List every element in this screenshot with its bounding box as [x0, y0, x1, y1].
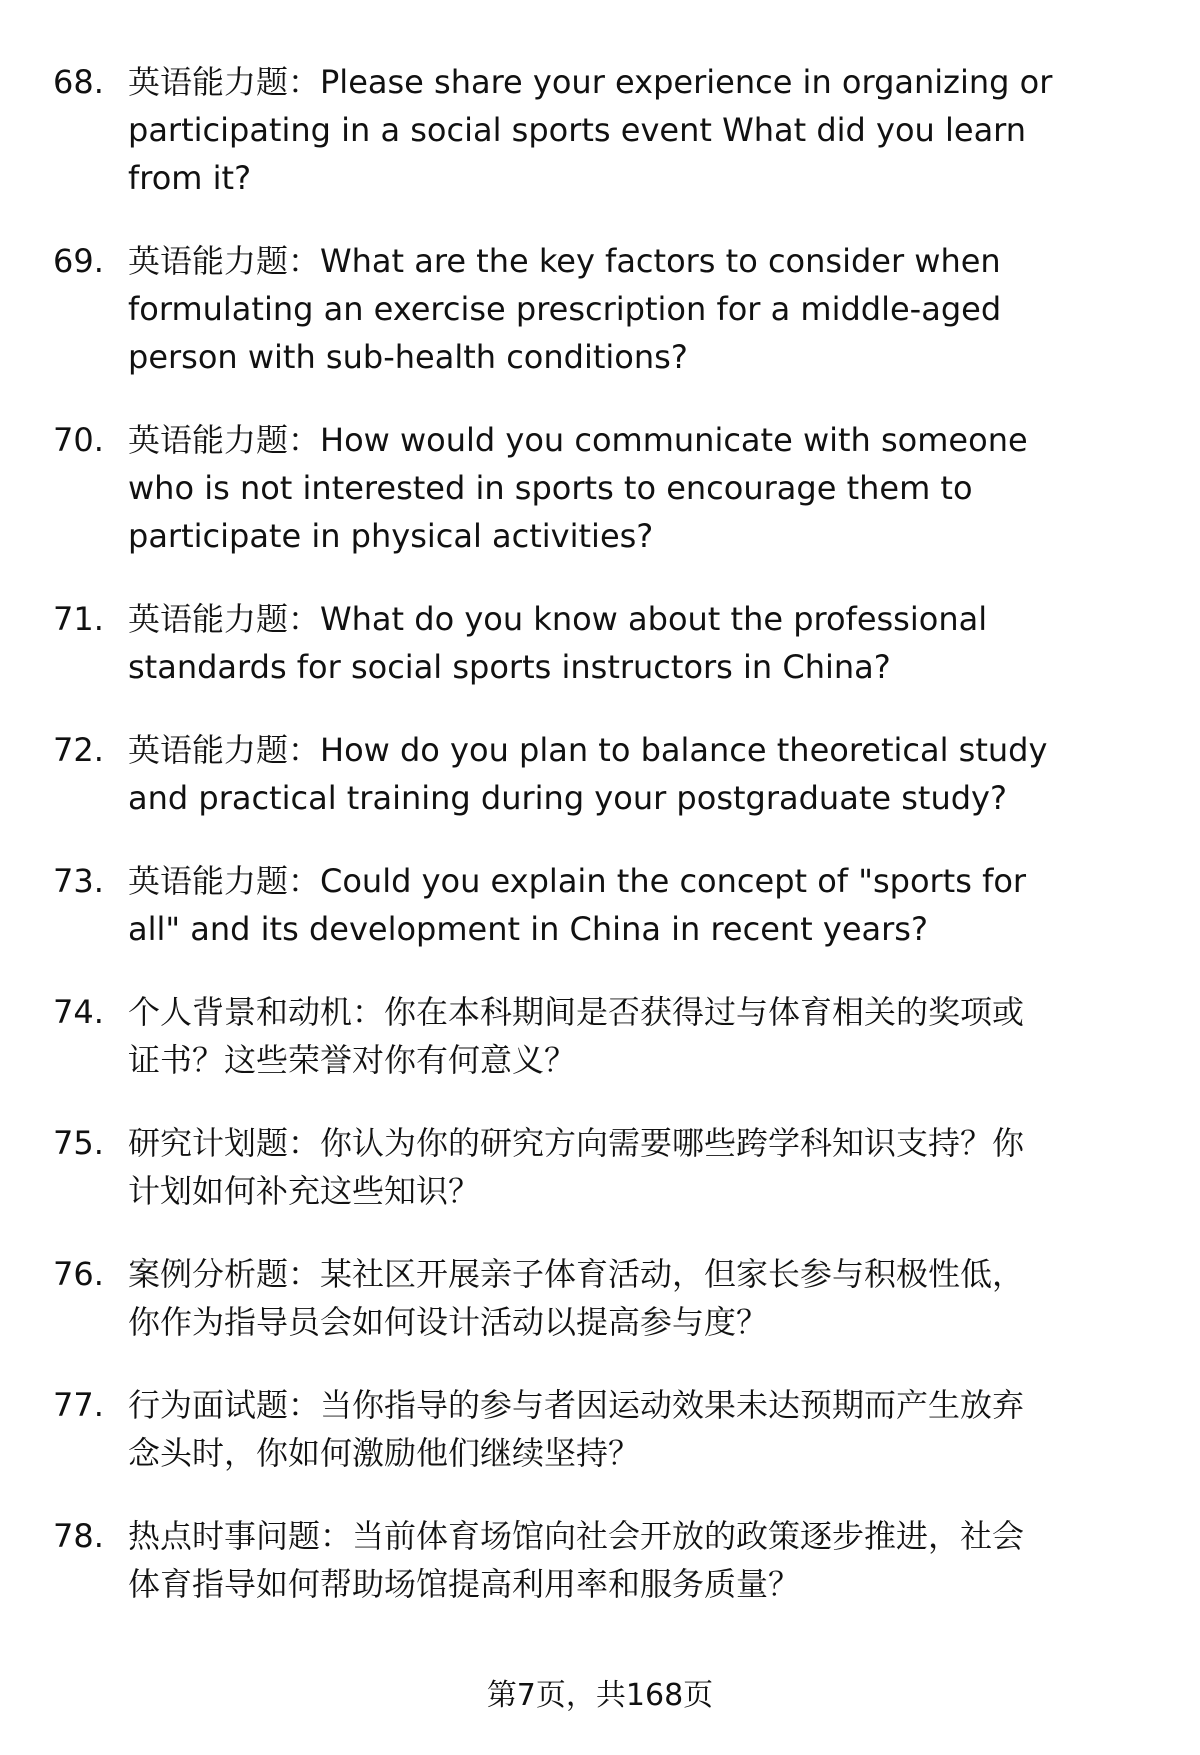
question-text-line: 计划如何补充这些知识？: [128, 1172, 481, 1210]
question-item: [0, 857, 1200, 953]
question-item: [0, 1512, 1200, 1608]
question-text-line: 证书？这些荣誉对你有何意义？: [128, 1041, 577, 1079]
question-text-line: all" and its development in China in recent years?: [128, 910, 928, 948]
question-number: 69.: [53, 242, 104, 280]
question-number: 74.: [53, 993, 104, 1031]
question-number: 78.: [53, 1517, 104, 1555]
question-text-line: 体育指导如何帮助场馆提高利用率和服务质量？: [128, 1565, 801, 1603]
question-text-line: 英语能力题：Please share your experience in organizing or: [128, 63, 1053, 101]
question-text-line: 英语能力题：What do you know about the professional: [128, 600, 988, 638]
question-text: [128, 237, 1168, 381]
question-text-line: who is not interested in sports to encourage them to: [128, 469, 973, 507]
question-item: [0, 1381, 1200, 1477]
question-text-line: 英语能力题：Could you explain the concept of "sports for: [128, 862, 1027, 900]
question-text-line: 案例分析题：某社区开展亲子体育活动，但家长参与积极性低，: [128, 1255, 1025, 1293]
question-item: [0, 988, 1200, 1084]
question-number: 75.: [53, 1124, 104, 1162]
question-text: [128, 1250, 1168, 1346]
question-text-line: participating in a social sports event What did you learn: [128, 111, 1027, 149]
question-list: [0, 58, 1200, 1643]
question-text-line: 行为面试题：当你指导的参与者因运动效果未达预期而产生放弃: [128, 1386, 1025, 1424]
question-text: [128, 857, 1168, 953]
question-text-line: person with sub-health conditions?: [128, 338, 688, 376]
page-footer: 第7页，共168页: [486, 1678, 714, 1713]
question-text-line: from it?: [128, 159, 252, 197]
question-text-line: 英语能力题：What are the key factors to consider when: [128, 242, 1001, 280]
question-number: 68.: [53, 63, 104, 101]
question-text-line: 念头时，你如何激励他们继续坚持？: [128, 1434, 641, 1472]
question-text-line: 英语能力题：How would you communicate with someone: [128, 421, 1028, 459]
question-number: 70.: [53, 421, 104, 459]
question-text-line: 英语能力题：How do you plan to balance theoretical study: [128, 731, 1048, 769]
question-text: [128, 1512, 1168, 1608]
question-text-line: 你作为指导员会如何设计活动以提高参与度？: [128, 1303, 769, 1341]
question-text-line: formulating an exercise prescription for a middle-aged: [128, 290, 1002, 328]
question-item: [0, 1119, 1200, 1215]
question-item: [0, 237, 1200, 381]
question-item: [0, 595, 1200, 691]
question-text: [128, 595, 1168, 691]
question-text-line: 研究计划题：你认为你的研究方向需要哪些跨学科知识支持？你: [128, 1124, 1025, 1162]
question-number: 76.: [53, 1255, 104, 1293]
question-text-line: 个人背景和动机：你在本科期间是否获得过与体育相关的奖项或: [128, 993, 1025, 1031]
question-text-line: participate in physical activities?: [128, 517, 654, 555]
question-number: 77.: [53, 1386, 104, 1424]
question-text-line: 热点时事问题：当前体育场馆向社会开放的政策逐步推进，社会: [128, 1517, 1025, 1555]
question-text: [128, 1119, 1168, 1215]
question-number: 72.: [53, 731, 104, 769]
question-number: 71.: [53, 600, 104, 638]
question-text: [128, 416, 1168, 560]
question-text: [128, 988, 1168, 1084]
question-number: 73.: [53, 862, 104, 900]
question-text: [128, 1381, 1168, 1477]
question-item: [0, 1250, 1200, 1346]
question-text: [128, 58, 1168, 202]
question-item: [0, 58, 1200, 202]
question-text-line: standards for social sports instructors in China?: [128, 648, 891, 686]
question-item: [0, 726, 1200, 822]
question-text-line: and practical training during your postgraduate study?: [128, 779, 1007, 817]
question-item: [0, 416, 1200, 560]
question-text: [128, 726, 1168, 822]
